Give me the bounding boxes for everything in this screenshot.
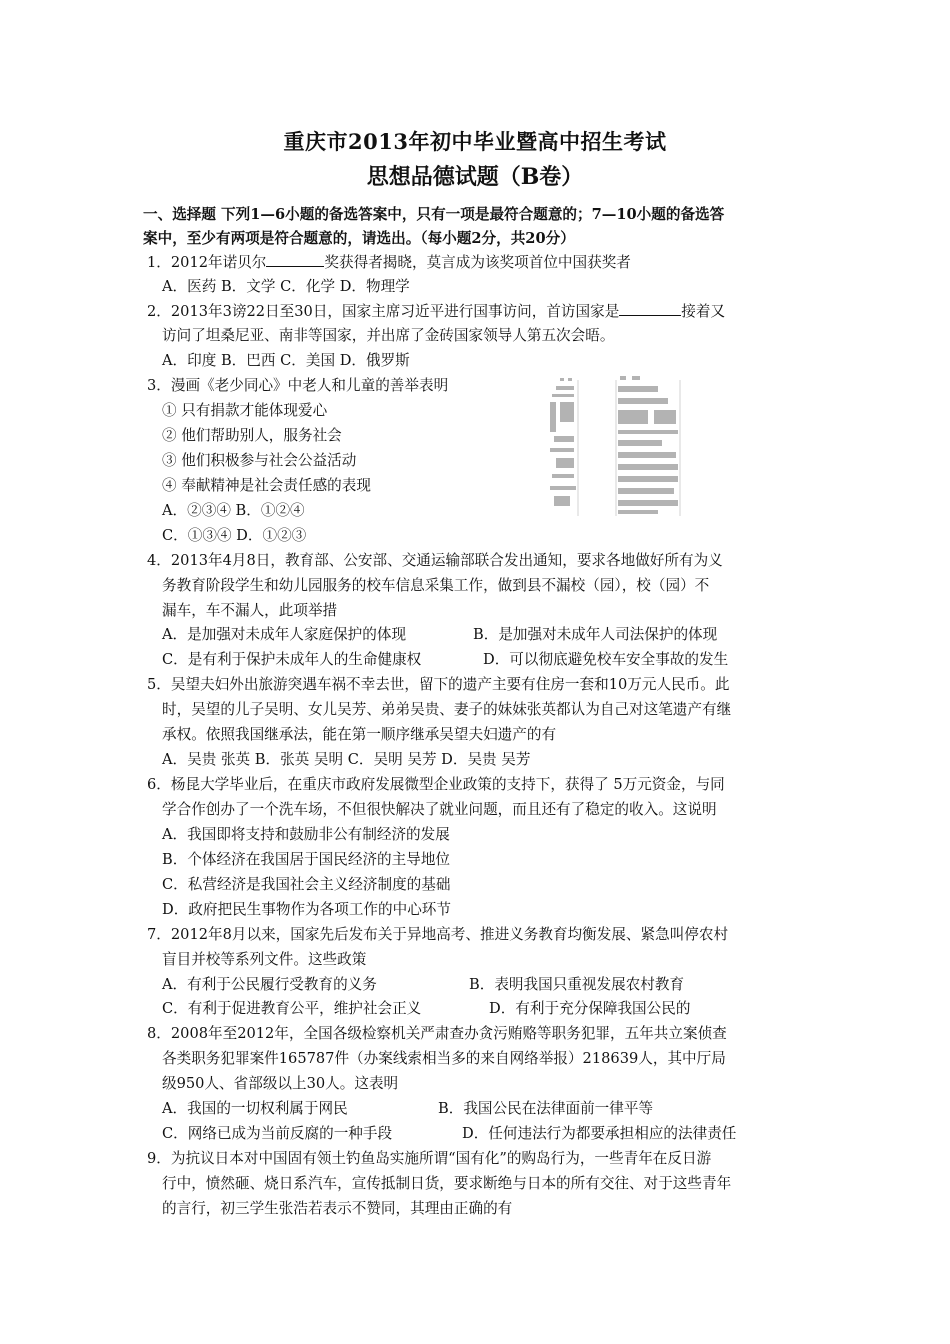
q3-options-2: C．①③④ D．①②③ [162, 527, 307, 544]
exam-subtitle: 思想品德试题（B卷） [366, 164, 584, 190]
q7-option-d: D．有利于充分保障我国公民的 [489, 1000, 691, 1017]
q8-option-d: D．任何违法行为都要承担相应的法律责任 [462, 1125, 737, 1142]
q9-stem-line-1: 9．为抗议日本对中国固有领土钓鱼岛实施所谓“国有化”的购岛行为，一些青年在反日游 [147, 1150, 712, 1167]
q4-stem-line-1: 4．2013年4月8日，教育部、公安部、交通运输部联合发出通知，要求各地做好所有为义 [147, 552, 723, 569]
q5-stem-line-1: 5．吴望夫妇外出旅游突遇车祸不幸去世，留下的遗产主要有住房一套和10万元人民币。此 [147, 676, 730, 693]
q5-options: A．吴贵 张英 B．张英 吴明 C．吴明 吴芳 D．吴贵 吴芳 [162, 751, 531, 768]
answer-blank [266, 252, 324, 267]
q3-item-1: ① 只有捐款才能体现爱心 [162, 402, 328, 419]
q3-item-4: ④ 奉献精神是社会责任感的表现 [162, 477, 371, 494]
q6-stem-line-2: 学合作创办了一个洗车场，不但很快解决了就业问题，而且还有了稳定的收入。这说明 [162, 801, 717, 818]
q7-option-c: C．有利于促进教育公平，维护社会正义 [162, 1000, 422, 1017]
exam-title: 重庆市2013年初中毕业暨高中招生考试 [283, 129, 667, 154]
q8-option-c: C．网络已成为当前反腐的一种手段 [162, 1125, 393, 1142]
q4-option-c: C．是有利于保护未成年人的生命健康权 [162, 651, 422, 668]
q8-stem-line-3: 级950人、省部级以上30人。这表明 [162, 1075, 399, 1092]
q7-option-a: A．有利于公民履行受教育的义务 [162, 976, 377, 993]
cartoon-image [546, 376, 696, 518]
q6-option-c: C．私营经济是我国社会主义经济制度的基础 [162, 876, 451, 893]
q6-option-a: A．我国即将支持和鼓励非公有制经济的发展 [162, 826, 450, 843]
q9-stem-line-2: 行中，愤然砸、烧日系汽车，宣传抵制日货，要求断绝与日本的所有交往、对于这些青年 [162, 1175, 732, 1192]
section-line-2: 案中，至少有两项是符合题意的，请选出。（每小题2分，共20分） [143, 230, 575, 247]
answer-blank [619, 301, 681, 316]
q6-option-d: D．政府把民生事物作为各项工作的中心环节 [162, 901, 451, 918]
q1-stem [147, 252, 631, 273]
q3-item-3: ③ 他们积极参与社会公益活动 [162, 452, 357, 469]
q2-stem-a: 2．2013年3谤22日至30日，国家主席习近平进行国事访问，首访国家是 [147, 303, 620, 320]
q5-stem-line-3: 承权。依照我国继承法，能在第一顺序继承吴望夫妇遗产的有 [162, 726, 557, 743]
q3-item-2: ② 他们帮助别人，服务社会 [162, 427, 342, 444]
q4-stem-line-2: 务教育阶段学生和幼儿园服务的校车信息采集工作，做到县不漏校（园），校（园）不 [162, 577, 710, 594]
section-line-1: 一、选择题 下列1—6小题的备选答案中，只有一项是最符合题意的；7—10小题的备选答 [143, 206, 725, 223]
q7-option-b: B．表明我国只重视发展农村教育 [469, 976, 685, 993]
q8-stem-line-2: 各类职务犯罪案件165787件（办案线索相当多的来自网络举报）218639人，其中厅局 [162, 1050, 726, 1067]
q8-option-b: B．我国公民在法律面前一律平等 [438, 1100, 654, 1117]
q1-stem-b: 奖获得者揭晓，莫言成为该奖项首位中国获奖者 [324, 254, 631, 271]
q6-option-b: B．个体经济在我国居于国民经济的主导地位 [162, 851, 451, 868]
q2-stem-b: 接着又 [681, 303, 726, 320]
q7-stem-line-2: 盲目并校等系列文件。这些政策 [162, 951, 367, 968]
q1-stem-a: 1．2012年诺贝尔 [147, 254, 267, 271]
q4-option-d: D．可以彻底避免校车安全事故的发生 [483, 651, 729, 668]
q2-options: A．印度 B．巴西 C．美国 D．俄罗斯 [162, 352, 410, 369]
q3-options-1: A．②③④ B．①②④ [162, 502, 305, 519]
q2-stem [147, 301, 725, 322]
q2-stem-line-2: 访问了坦桑尼亚、南非等国家，并出席了金砖国家领导人第五次会晤。 [162, 327, 615, 344]
q7-stem-line-1: 7．2012年8月以来，国家先后发布关于异地高考、推进义务教育均衡发展、紧急叫停农村 [147, 926, 729, 943]
q3-stem: 3．漫画《老少同心》中老人和儿童的善举表明 [147, 377, 449, 394]
q8-option-a: A．我国的一切权利属于网民 [162, 1100, 348, 1117]
q5-stem-line-2: 时，吴望的儿子吴明、女儿吴芳、弟弟吴贵、妻子的妹妹张英都认为自己对这笔遗产有继 [162, 701, 732, 718]
q4-stem-line-3: 漏车，车不漏人，此项举措 [162, 602, 338, 619]
q9-stem-line-3: 的言行，初三学生张浩若表示不赞同，其理由正确的有 [162, 1200, 513, 1217]
q8-stem-line-1: 8．2008年至2012年，全国各级检察机关严肃查办贪污贿赂等职务犯罪，五年共立案侦查 [147, 1025, 727, 1042]
section-instructions [143, 203, 815, 251]
q6-stem-line-1: 6．杨昆大学毕业后，在重庆市政府发展微型企业政策的支持下，获得了 5万元资金，与同 [147, 776, 725, 793]
q1-options: A．医药 B．文学 C．化学 D．物理学 [162, 278, 410, 295]
q4-option-a: A．是加强对未成年人家庭保护的体现 [162, 626, 407, 643]
q4-option-b: B．是加强对未成年人司法保护的体现 [473, 626, 718, 643]
